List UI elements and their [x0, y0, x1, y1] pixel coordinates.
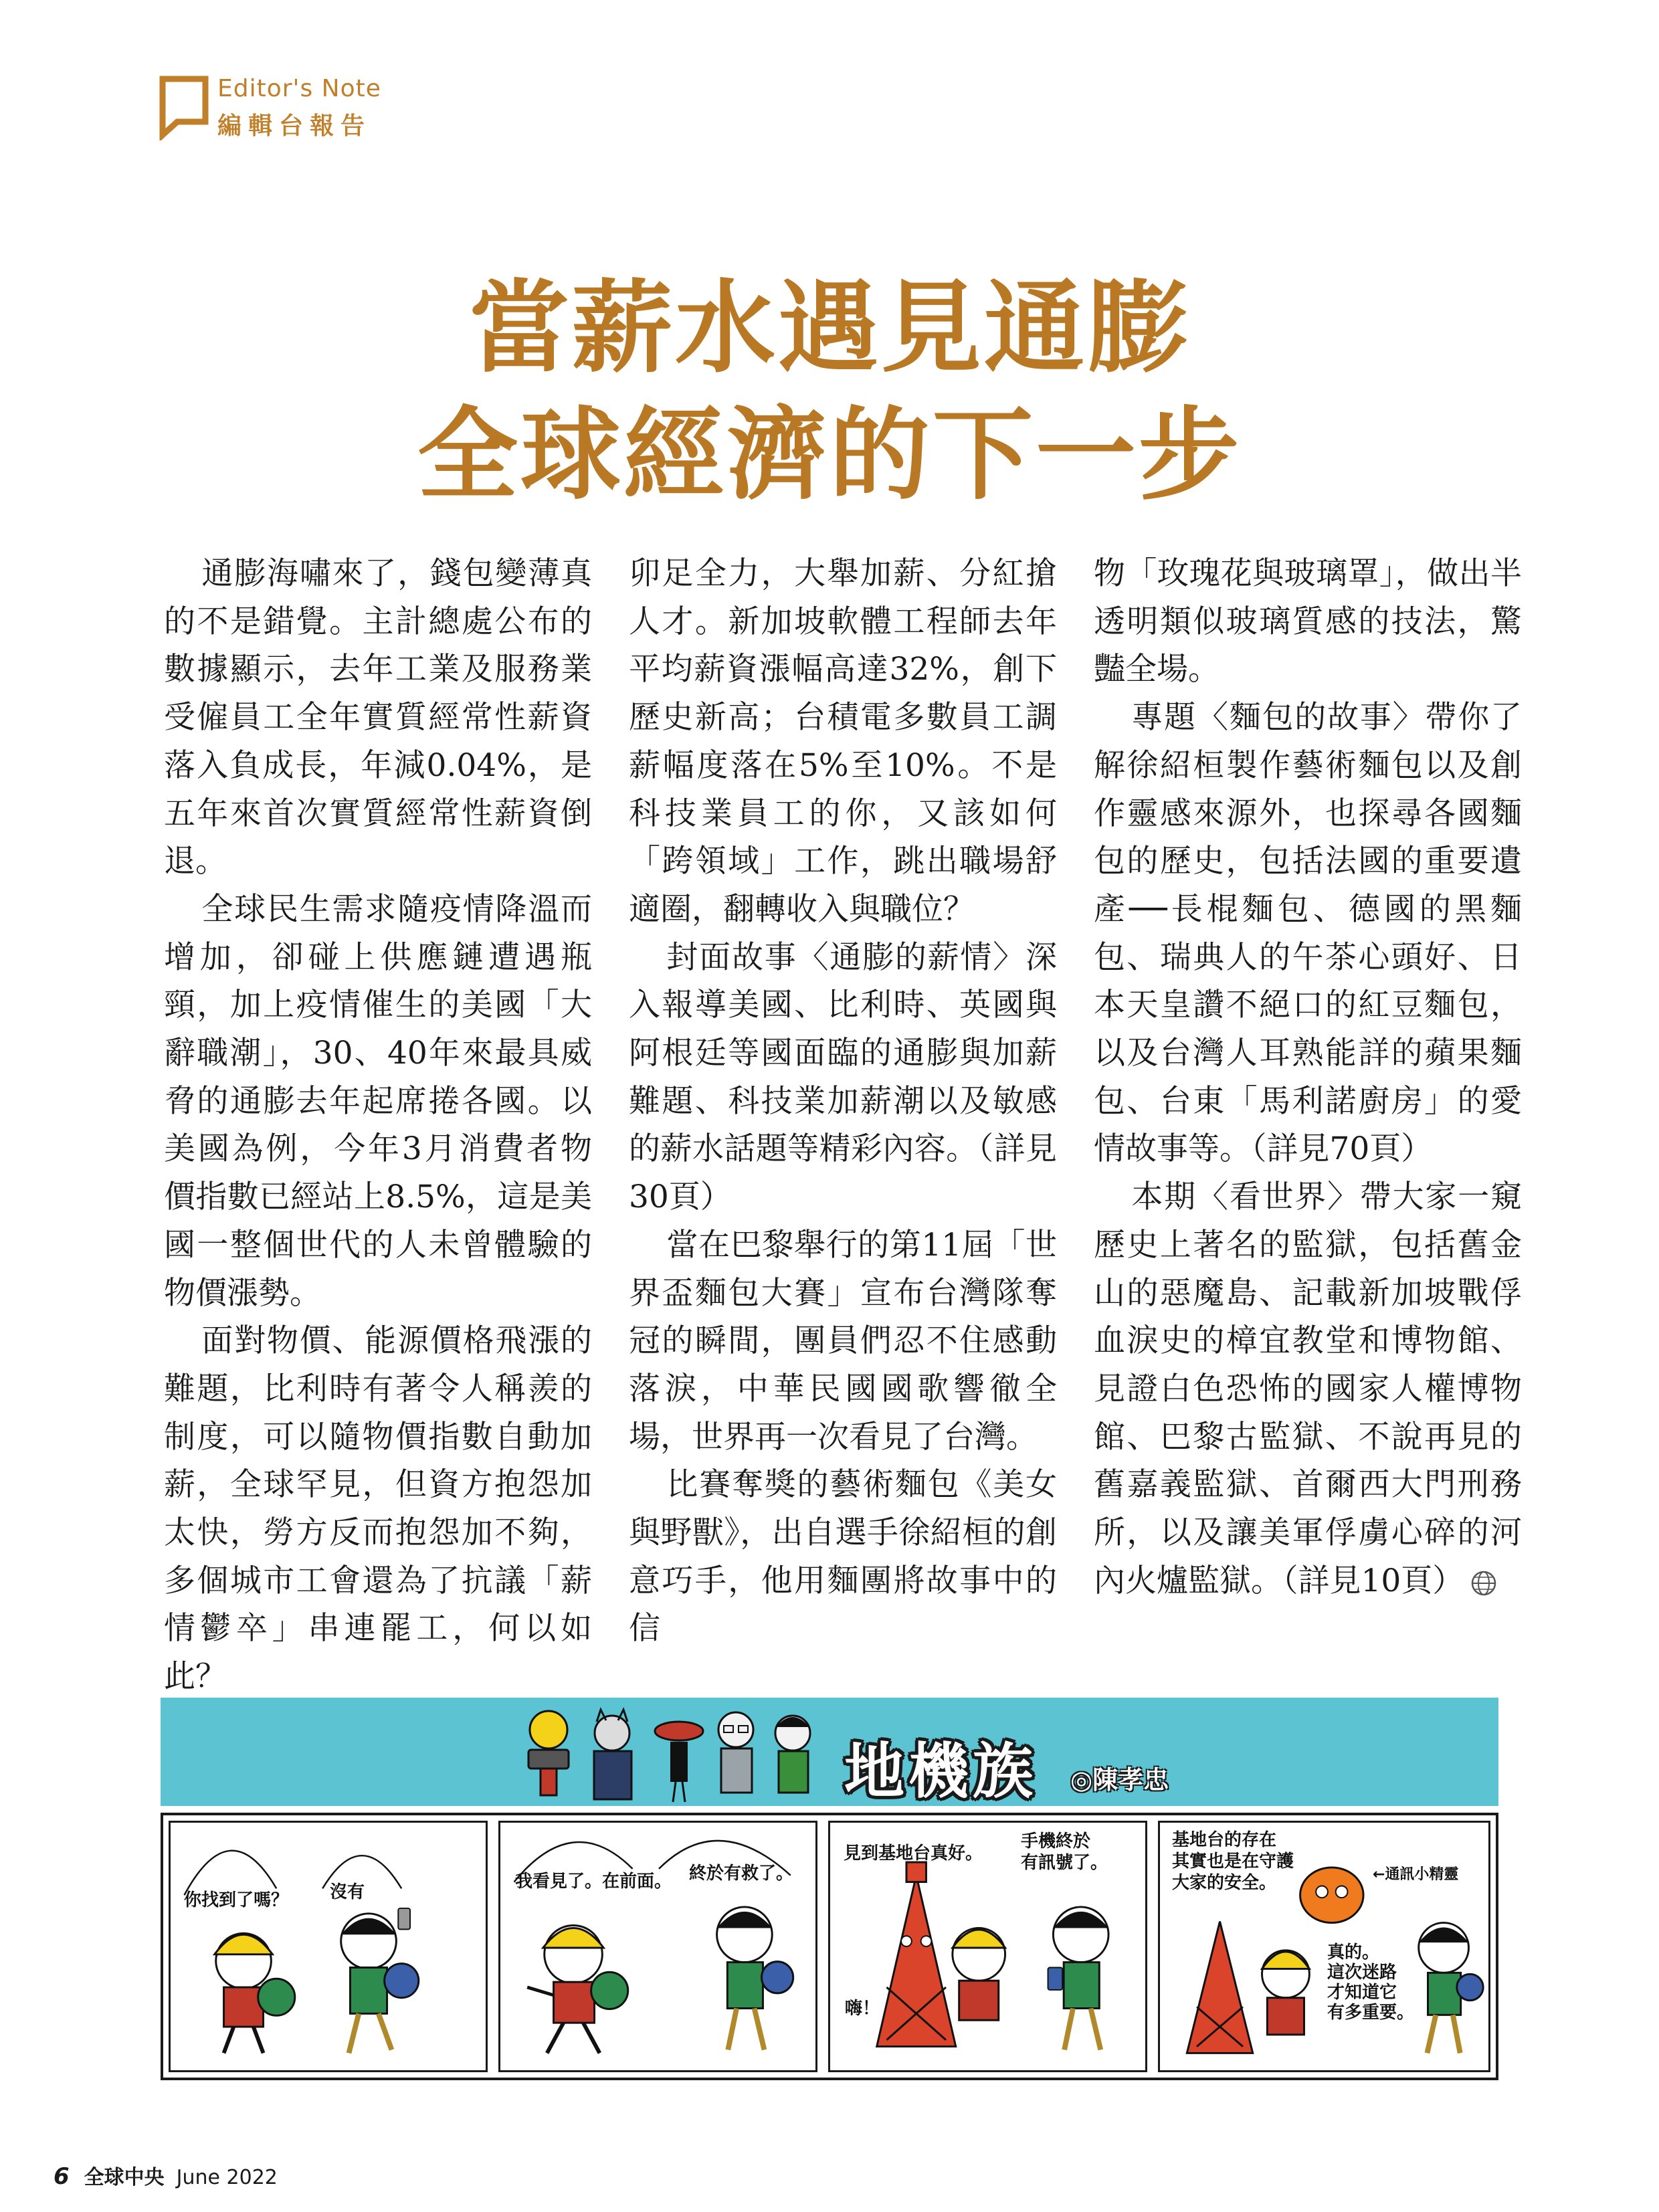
- comic-panel-4: [1158, 1821, 1490, 2072]
- paragraph: 全球民生需求隨疫情降溫而增加，卻碰上供應鏈遭遇瓶頸，加上疫情催生的美國「大辭職潮」，30、40年來最具威脅的通膨去年起席捲各國。以美國為例，今年3月消費者物價指數已經站上8.5%，這是美國一整個世代的人未曾體驗的物價漲勢。: [164, 890, 592, 1312]
- comic-panel-3: [828, 1821, 1147, 2072]
- paragraph: 卯足全力，大舉加薪、分紅搶人才。新加坡軟體工程師去年平均薪資漲幅高達32%，創下歷史新高；台積電多數員工調薪幅度落在5%至10%。不是科技業員工的你，又該如何「跨領域」工作，跳出職場舒適圈，翻轉收入與職位？: [629, 555, 1057, 928]
- paragraph: 專題〈麵包的故事〉帶你了解徐紹桓製作藝術麵包以及創作靈感來源外，也探尋各國麵包的歷史，包括法國的重要遺產──長棍麵包、德國的黑麵包、瑞典人的午茶心頭好、日本天皇讚不絕口的紅豆麵包，以及台灣人耳熟能詳的蘋果麵包、台東「馬利諾廚房」的愛情故事等。（詳見70頁）: [1094, 699, 1522, 1168]
- speech-bubble: 嗨！: [845, 1999, 880, 2019]
- paragraph: 當在巴黎舉行的第11屆「世界盃麵包大賽」宣布台灣隊奪冠的瞬間，團員們忍不住感動落淚，中華民國國歌響徹全場，世界再一次看見了台灣。: [629, 1226, 1057, 1455]
- paragraph: 比賽奪獎的藝術麵包《美女與野獸》，出自選手徐紹桓的創意巧手，他用麵團將故事中的信: [629, 1466, 1057, 1647]
- speech-bubble: 你找到了嗎？: [184, 1890, 289, 1910]
- speech-bubble: 見到基地台真好。: [844, 1843, 983, 1864]
- issue-date: June 2022: [176, 2166, 278, 2189]
- editors-note-icon: [157, 74, 211, 140]
- globe-icon: [1470, 1570, 1497, 1597]
- paragraph: 物「玫瑰花與玻璃罩」，做出半透明類似玻璃質感的技法，驚豔全場。: [1094, 555, 1522, 688]
- magazine-name: 全球中央: [84, 2166, 165, 2189]
- section-label-en: Editor's Note: [217, 75, 381, 102]
- paragraph: 通膨海嘯來了，錢包變薄真的不是錯覺。主計總處公布的數據顯示，去年工業及服務業受僱員工全年實質經常性薪資落入負成長，年減0.04%，是五年來首次實質經常性薪資倒退。: [164, 555, 592, 880]
- article-column-1: [164, 550, 592, 1749]
- speech-bubble: 這次迷路: [1327, 1963, 1397, 1983]
- comic-panel-2: [498, 1821, 817, 2072]
- speech-bubble: 基地台的存在: [1172, 1830, 1277, 1850]
- comic-title: 地機族: [844, 1736, 1037, 1807]
- speech-bubble: ←通訊小精靈: [1373, 1866, 1459, 1883]
- speech-bubble: 其實也是在守護: [1172, 1851, 1294, 1872]
- headline-line-1: 當薪水遇見通膨: [468, 269, 1190, 387]
- panel-1-drawing: [171, 1823, 486, 2070]
- section-label-zh: 編輯台報告: [217, 112, 372, 140]
- comic-banner: [161, 1698, 1498, 1806]
- page-footer: [54, 2160, 278, 2190]
- speech-bubble: 手機終於: [1021, 1831, 1091, 1851]
- speech-bubble: 大家的安全。: [1172, 1873, 1277, 1893]
- paragraph: 封面故事〈通膨的薪情〉深入報導美國、比利時、英國與阿根廷等國面臨的通膨與加薪難題、科技業加薪潮以及敏感的薪水話題等精彩內容。（詳見30頁）: [629, 938, 1057, 1216]
- headline-line-2: 全球經濟的下一步: [417, 396, 1242, 514]
- speech-bubble: 真的。: [1327, 1942, 1380, 1963]
- speech-bubble: 才知道它: [1327, 1983, 1397, 2003]
- article-column-2: [629, 550, 1057, 1653]
- article-column-3: [1094, 550, 1522, 1605]
- comic-characters-illustration: [522, 1703, 830, 1810]
- comic-panel-1: [169, 1821, 488, 2072]
- panel-2-drawing: [500, 1823, 815, 2070]
- speech-bubble: 有多重要。: [1327, 2003, 1415, 2023]
- speech-bubble: 沒有: [330, 1882, 365, 1902]
- page-number: 6: [54, 2163, 70, 2190]
- paragraph: [1094, 1173, 1522, 1605]
- speech-bubble: 我看見了。在前面。: [515, 1872, 672, 1892]
- speech-bubble: 終於有救了。: [689, 1864, 794, 1884]
- speech-bubble: 有訊號了。: [1021, 1853, 1108, 1873]
- paragraph-text: 本期〈看世界〉帶大家一窺歷史上著名的監獄，包括舊金山的惡魔島、記載新加坡戰俘血淚史的樟宜教堂和博物館、見證白色恐怖的國家人權博物館、巴黎古監獄、不說再見的舊嘉義監獄、首爾西大門刑務所，以及讓美軍俘虜心碎的河內火爐監獄。（詳見10頁）: [1094, 1179, 1522, 1599]
- comic-author: ◎陳孝忠: [1070, 1765, 1169, 1795]
- paragraph: 面對物價、能源價格飛漲的難題，比利時有著令人稱羨的制度，可以隨物價指數自動加薪，全球罕見，但資方抱怨加太快，勞方反而抱怨加不夠，多個城市工會還為了抗議「薪情鬱卒」串連罷工，何以如此？: [164, 1322, 592, 1696]
